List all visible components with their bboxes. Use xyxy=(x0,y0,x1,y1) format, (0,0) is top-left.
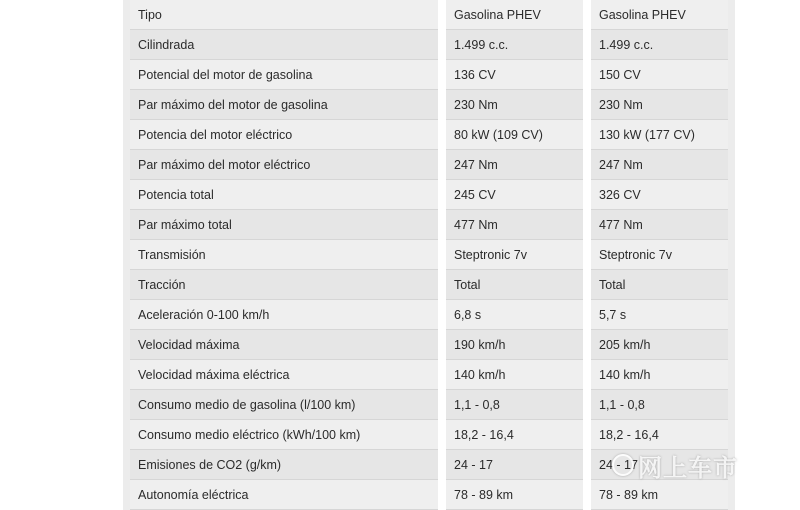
spec-value-model-2: 24 - 17 xyxy=(587,450,728,480)
spec-value-model-1: 1,1 - 0,8 xyxy=(442,390,587,420)
table-row xyxy=(130,150,728,180)
spec-value-model-1: Total xyxy=(442,270,587,300)
spec-value-model-1: Steptronic 7v xyxy=(442,240,587,270)
spec-value-model-2: 326 CV xyxy=(587,180,728,210)
spec-label: Potencia total xyxy=(130,180,442,210)
spec-label: Par máximo del motor de gasolina xyxy=(130,90,442,120)
spec-label: Velocidad máxima xyxy=(130,330,442,360)
spec-table xyxy=(130,0,728,510)
spec-value-model-1: 140 km/h xyxy=(442,360,587,390)
spec-label: Autonomía eléctrica xyxy=(130,480,442,510)
spec-value-model-2: 1,1 - 0,8 xyxy=(587,390,728,420)
table-row xyxy=(130,390,728,420)
spec-label: Emisiones de CO2 (g/km) xyxy=(130,450,442,480)
spec-value-model-2: 230 Nm xyxy=(587,90,728,120)
spec-label: Par máximo del motor eléctrico xyxy=(130,150,442,180)
spec-value-model-2: Total xyxy=(587,270,728,300)
watermark-text: 网上车市 xyxy=(638,453,738,482)
spec-value-model-2: 18,2 - 16,4 xyxy=(587,420,728,450)
spec-label: Velocidad máxima eléctrica xyxy=(130,360,442,390)
table-row xyxy=(130,60,728,90)
table-row xyxy=(130,360,728,390)
spec-label: Potencial del motor de gasolina xyxy=(130,60,442,90)
table-row xyxy=(130,90,728,120)
table-row xyxy=(130,210,728,240)
spec-label: Tipo xyxy=(130,0,442,30)
spec-label: Consumo medio eléctrico (kWh/100 km) xyxy=(130,420,442,450)
table-row xyxy=(130,0,728,30)
table-row xyxy=(130,180,728,210)
table-row xyxy=(130,30,728,60)
spec-value-model-1: 247 Nm xyxy=(442,150,587,180)
spec-value-model-1: 24 - 17 xyxy=(442,450,587,480)
spec-value-model-2: 247 Nm xyxy=(587,150,728,180)
spec-value-model-1: 245 CV xyxy=(442,180,587,210)
spec-label: Potencia del motor eléctrico xyxy=(130,120,442,150)
spec-value-model-1: 477 Nm xyxy=(442,210,587,240)
table-row xyxy=(130,270,728,300)
spec-value-model-2: 477 Nm xyxy=(587,210,728,240)
spec-value-model-2: 5,7 s xyxy=(587,300,728,330)
spec-value-model-2: 130 kW (177 CV) xyxy=(587,120,728,150)
spec-value-model-1: 1.499 c.c. xyxy=(442,30,587,60)
table-row xyxy=(130,240,728,270)
spec-value-model-1: 190 km/h xyxy=(442,330,587,360)
spec-value-model-2: 78 - 89 km xyxy=(587,480,728,510)
spec-label: Cilindrada xyxy=(130,30,442,60)
spec-value-model-2: Gasolina PHEV xyxy=(587,0,728,30)
spec-label: Aceleración 0-100 km/h xyxy=(130,300,442,330)
table-row xyxy=(130,120,728,150)
table-row xyxy=(130,330,728,360)
spec-value-model-1: 80 kW (109 CV) xyxy=(442,120,587,150)
table-row xyxy=(130,300,728,330)
spec-label: Transmisión xyxy=(130,240,442,270)
spec-table-body xyxy=(130,0,728,510)
table-row xyxy=(130,420,728,450)
spec-value-model-2: 205 km/h xyxy=(587,330,728,360)
spec-value-model-2: 140 km/h xyxy=(587,360,728,390)
spec-value-model-1: 18,2 - 16,4 xyxy=(442,420,587,450)
spec-value-model-1: 6,8 s xyxy=(442,300,587,330)
spec-value-model-2: 150 CV xyxy=(587,60,728,90)
table-row xyxy=(130,450,728,480)
spec-value-model-2: Steptronic 7v xyxy=(587,240,728,270)
spec-value-model-1: Gasolina PHEV xyxy=(442,0,587,30)
spec-label: Tracción xyxy=(130,270,442,300)
spec-value-model-1: 230 Nm xyxy=(442,90,587,120)
spec-label: Par máximo total xyxy=(130,210,442,240)
spec-value-model-1: 136 CV xyxy=(442,60,587,90)
table-row xyxy=(130,480,728,510)
spec-label: Consumo medio de gasolina (l/100 km) xyxy=(130,390,442,420)
spec-value-model-2: 1.499 c.c. xyxy=(587,30,728,60)
spec-value-model-1: 78 - 89 km xyxy=(442,480,587,510)
